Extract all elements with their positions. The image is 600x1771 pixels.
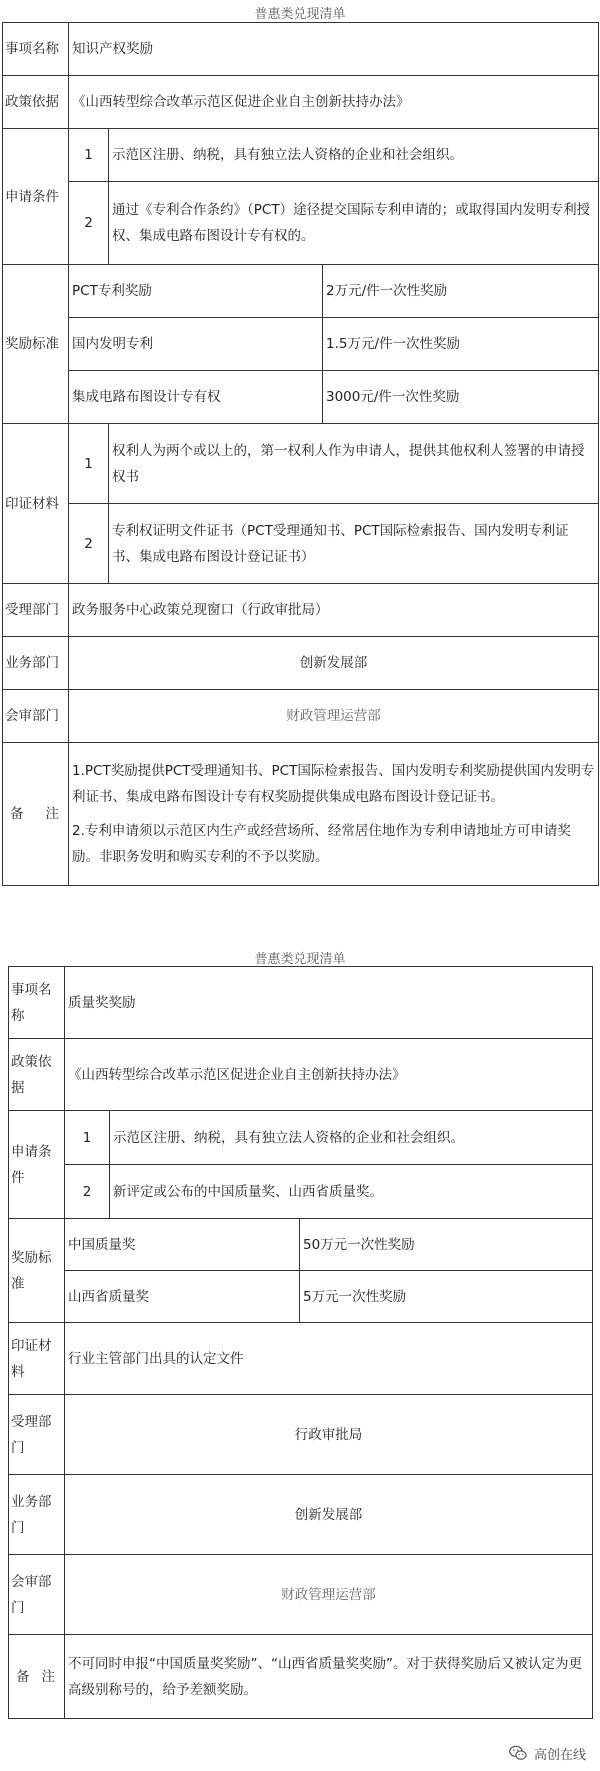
- doc1-policy-value: 《山西转型综合改革示范区促进企业自主创新扶持办法》: [69, 76, 599, 129]
- doc2-reward-1-item: 中国质量奖: [65, 1219, 300, 1271]
- doc1-accept-value: 政务服务中心政策兑现窗口（行政审批局）: [69, 584, 599, 637]
- doc1-materials-label: 印证材料: [3, 424, 69, 584]
- doc1-row-business: [3, 637, 599, 690]
- doc2-row-reward-2: [9, 1271, 593, 1323]
- doc1-remark-label-1: 备: [10, 806, 24, 822]
- doc2-condition-2-num: 2: [65, 1165, 110, 1219]
- doc1-reward-3-item: 集成电路布图设计专有权: [69, 371, 323, 424]
- doc2-table: [8, 966, 593, 1719]
- doc2-materials-value: 行业主管部门出具的认定文件: [65, 1323, 593, 1395]
- doc1-row-material-1: [3, 424, 599, 504]
- doc2-business-label: 业务部门: [9, 1475, 65, 1555]
- doc2-review-label: 会审部门: [9, 1555, 65, 1635]
- doc2-policy-label: 政策依据: [9, 1039, 65, 1111]
- wechat-icon: [508, 1743, 528, 1763]
- doc2-review-value: 财政管理运营部: [65, 1555, 593, 1635]
- doc1-row-reward-2: [3, 318, 599, 371]
- doc1-row-accept: [3, 584, 599, 637]
- doc1-reward-1-item: PCT专利奖励: [69, 265, 323, 318]
- doc1-matter-label: 事项名称: [3, 23, 69, 76]
- doc2-accept-label: 受理部门: [9, 1395, 65, 1475]
- doc1-material-2-text: 专利权证明文件证书（PCT受理通知书、PCT国际检索报告、国内发明专利证书、集成电路布图设计登记证书）: [109, 504, 599, 584]
- doc2-condition-2-text: 新评定或公布的中国质量奖、山西省质量奖。: [110, 1165, 593, 1219]
- doc2-reward-1-amount: 50万元一次性奖励: [300, 1219, 593, 1271]
- doc2-remark-value: 不可同时申报“中国质量奖奖励”、“山西省质量奖奖励”。对于获得奖励后又被认定为更高级别称号的，给予差额奖励。: [65, 1635, 593, 1719]
- doc1-caption: 普惠类兑现清单: [254, 7, 346, 22]
- doc1-condition-2-num: 2: [69, 182, 109, 265]
- doc2-condition-1-num: 1: [65, 1111, 110, 1165]
- doc1-remark-content: [69, 743, 599, 886]
- doc2-policy-value: 《山西转型综合改革示范区促进企业自主创新扶持办法》: [65, 1039, 593, 1111]
- doc1-material-1-num: 1: [69, 424, 109, 504]
- doc1-reward-2-item: 国内发明专利: [69, 318, 323, 371]
- doc1-remark-label-2: 注: [45, 806, 59, 822]
- doc1-row-condition-1: [3, 129, 599, 182]
- doc2-reward-2-item: 山西省质量奖: [65, 1271, 300, 1323]
- doc1-table: [2, 22, 599, 886]
- doc2-matter-label: 事项名称: [9, 967, 65, 1039]
- doc2-row-materials: [9, 1323, 593, 1395]
- doc2-row-business: [9, 1475, 593, 1555]
- doc1-row-material-2: [3, 504, 599, 584]
- doc1-row-review: [3, 690, 599, 743]
- doc1-row-policy: [3, 76, 599, 129]
- doc2-reward-label: 奖励标准: [9, 1219, 65, 1323]
- doc1-condition-2-text: 通过《专利合作条约》（PCT）途径提交国际专利申请的；或取得国内发明专利授权、集成电路布图设计专有权的。: [109, 182, 599, 265]
- doc1-policy-label: 政策依据: [3, 76, 69, 129]
- doc1-reward-1-amount: 2万元/件一次性奖励: [323, 265, 599, 318]
- doc2-condition-1-text: 示范区注册、纳税，具有独立法人资格的企业和社会组织。: [110, 1111, 593, 1165]
- doc1-remark-label: [3, 743, 69, 886]
- doc1-reward-3-amount: 3000元/件一次性奖励: [323, 371, 599, 424]
- doc1-matter-value: 知识产权奖励: [69, 23, 599, 76]
- doc1-row-condition-2: [3, 182, 599, 265]
- doc1-condition-1-text: 示范区注册、纳税，具有独立法人资格的企业和社会组织。: [109, 129, 599, 182]
- doc2-remark-label: [9, 1635, 65, 1719]
- doc1-condition-1-num: 1: [69, 129, 109, 182]
- doc1-reward-2-amount: 1.5万元/件一次性奖励: [323, 318, 599, 371]
- doc2-caption: 普惠类兑现清单: [254, 952, 346, 967]
- doc2-reward-2-amount: 5万元一次性奖励: [300, 1271, 593, 1323]
- doc2-row-review: [9, 1555, 593, 1635]
- doc2-accept-value: 行政审批局: [65, 1395, 593, 1475]
- doc1-accept-label: 受理部门: [3, 584, 69, 637]
- doc1-review-label: 会审部门: [3, 690, 69, 743]
- doc1-row-remark: [3, 743, 599, 886]
- doc2-remark-label-1: 备: [16, 1668, 30, 1685]
- doc2-row-reward-1: [9, 1219, 593, 1271]
- doc2-row-condition-1: [9, 1111, 593, 1165]
- doc2-row-policy: [9, 1039, 593, 1111]
- doc1-conditions-label: 申请条件: [3, 129, 69, 265]
- doc2-materials-label: 印证材料: [9, 1323, 65, 1395]
- doc1-row-reward-3: [3, 371, 599, 424]
- doc2-row-condition-2: [9, 1165, 593, 1219]
- doc1-business-value: 创新发展部: [69, 637, 599, 690]
- doc2-conditions-label: 申请条件: [9, 1111, 65, 1219]
- doc1-business-label: 业务部门: [3, 637, 69, 690]
- doc1-row-matter: [3, 23, 599, 76]
- doc1-material-1-text: 权利人为两个或以上的，第一权利人作为申请人，提供其他权利人签署的申请授权书: [109, 424, 599, 504]
- doc1-material-2-num: 2: [69, 504, 109, 584]
- watermark-text: 高创在线: [533, 1747, 586, 1763]
- watermark: [508, 1743, 586, 1763]
- doc1-review-value: 财政管理运营部: [69, 690, 599, 743]
- doc2-row-remark: [9, 1635, 593, 1719]
- doc2-row-accept: [9, 1395, 593, 1475]
- doc1-reward-label: 奖励标准: [3, 265, 69, 424]
- doc2-remark-label-2: 注: [41, 1668, 55, 1685]
- doc2-row-matter: [9, 967, 593, 1039]
- doc2-matter-value: 质量奖奖励: [65, 967, 593, 1039]
- doc2-business-value: 创新发展部: [65, 1475, 593, 1555]
- doc1-remark-2: 2.专利申请须以示范区内生产或经营场所、经常居住地作为专利申请地址方可申请奖励。非职务发明和购买专利的不予以奖励。: [72, 823, 571, 865]
- doc1-remark-1: 1.PCT奖励提供PCT受理通知书、PCT国际检索报告、国内发明专利奖励提供国内发明专利证书、集成电路布图设计专有权奖励提供集成电路布图设计登记证书。: [72, 763, 595, 805]
- doc1-row-reward-1: [3, 265, 599, 318]
